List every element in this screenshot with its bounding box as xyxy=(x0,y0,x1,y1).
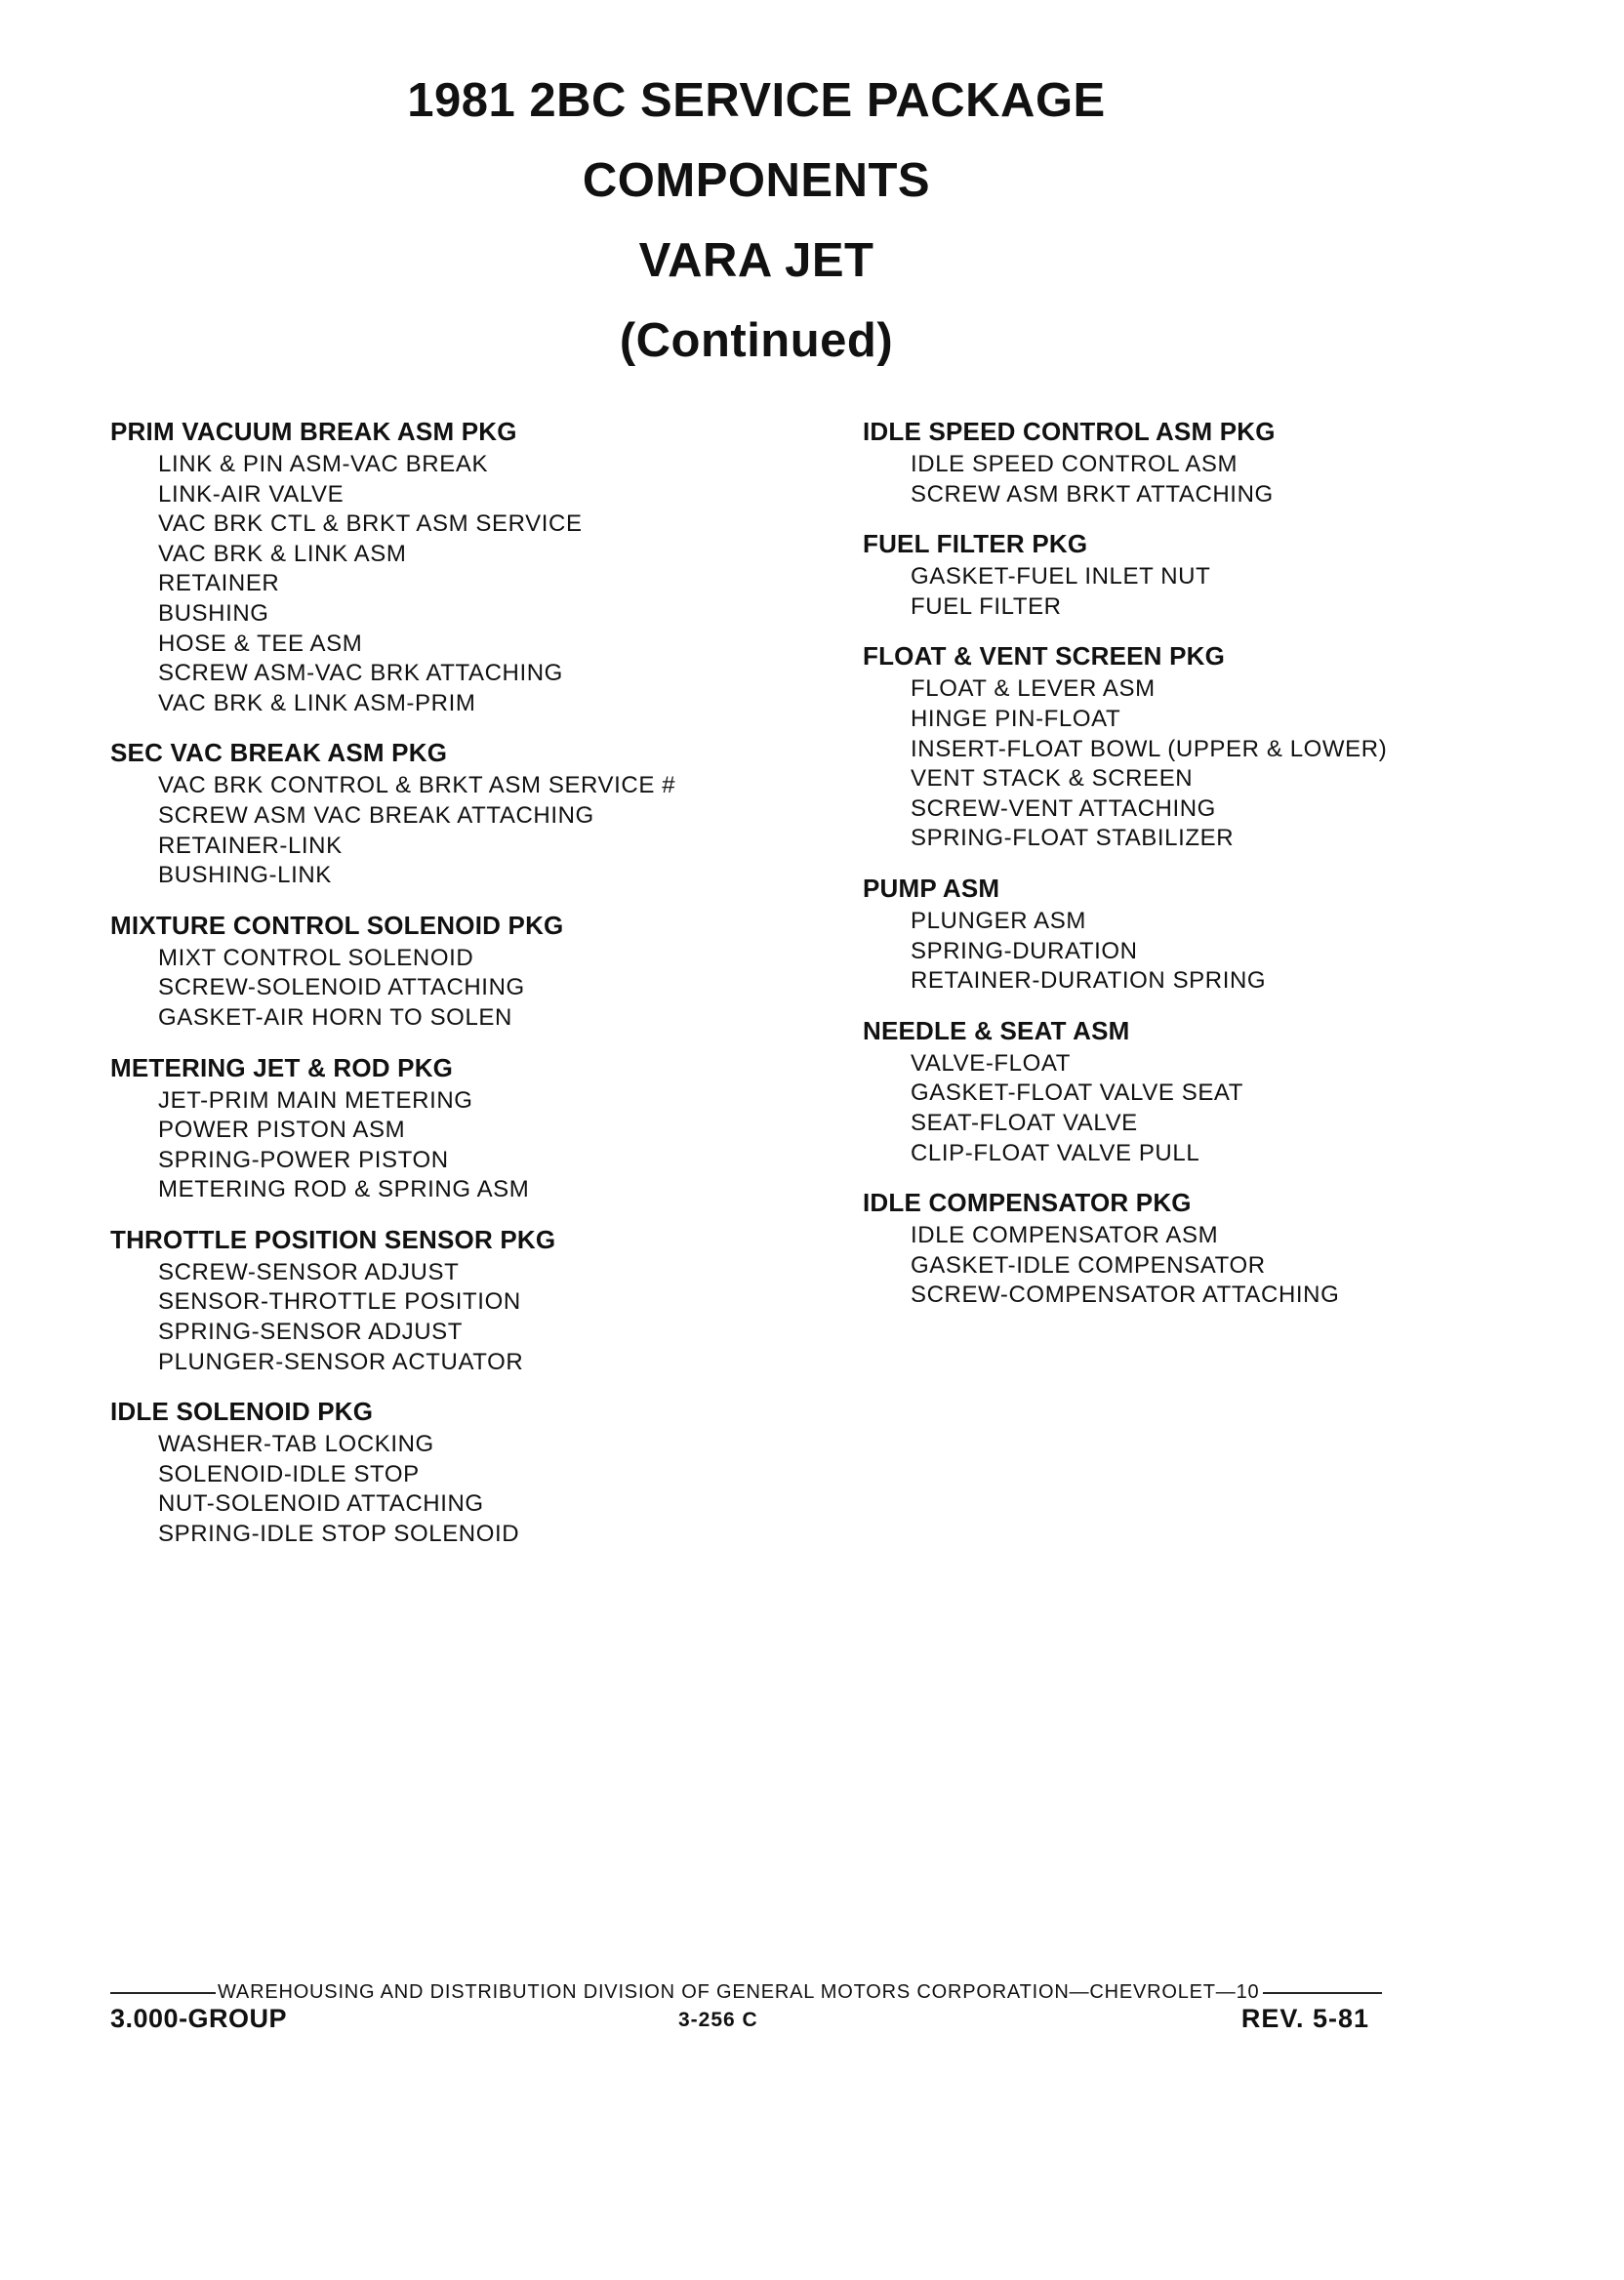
component-item: SCREW-COMPENSATOR ATTACHING xyxy=(911,1282,1340,1309)
component-item: SPRING-IDLE STOP SOLENOID xyxy=(158,1521,520,1548)
section-title: FUEL FILTER PKG xyxy=(863,529,1088,559)
component-item: VAC BRK CONTROL & BRKT ASM SERVICE # xyxy=(158,772,676,799)
component-item: VAC BRK & LINK ASM-PRIM xyxy=(158,689,476,716)
component-list xyxy=(863,907,1546,997)
footer-info-row xyxy=(110,2004,1369,2037)
component-item: LINK-AIR VALVE xyxy=(158,480,345,508)
footer-division-text: WAREHOUSING AND DISTRIBUTION DIVISION OF GENERAL MOTORS CORPORATION—CHEVROLET—10 xyxy=(218,1981,1260,2003)
section-title: SEC VAC BREAK ASM PKG xyxy=(110,738,448,768)
component-item: GASKET-FLOAT VALVE SEAT xyxy=(911,1079,1244,1107)
package-section xyxy=(863,640,1546,854)
component-list xyxy=(863,562,1546,622)
component-item: SCREW-SENSOR ADJUST xyxy=(158,1258,460,1285)
component-item: NUT-SOLENOID ATTACHING xyxy=(158,1490,484,1518)
component-item: RETAINER-DURATION SPRING xyxy=(911,967,1267,995)
component-list xyxy=(110,944,813,1034)
component-list xyxy=(863,1049,1546,1168)
title-line-3: VARA JET xyxy=(638,234,874,287)
component-item: IDLE COMPENSATOR ASM xyxy=(911,1222,1219,1249)
package-section xyxy=(110,910,813,1034)
package-section xyxy=(863,416,1546,509)
component-item: MIXT CONTROL SOLENOID xyxy=(158,944,474,971)
component-item: POWER PISTON ASM xyxy=(158,1117,406,1144)
footer-group: 3.000-GROUP xyxy=(110,2004,288,2033)
component-item: GASKET-IDLE COMPENSATOR xyxy=(911,1251,1266,1279)
package-section xyxy=(110,737,813,890)
component-item: SPRING-POWER PISTON xyxy=(158,1146,449,1173)
footer-rule-left xyxy=(110,1992,216,1994)
component-item: VAC BRK & LINK ASM xyxy=(158,540,407,567)
component-item: BUSHING xyxy=(158,599,269,627)
component-item: SPRING-FLOAT STABILIZER xyxy=(911,825,1235,852)
component-item: BUSHING-LINK xyxy=(158,862,332,889)
section-title: METERING JET & ROD PKG xyxy=(110,1052,454,1082)
section-title: THROTTLE POSITION SENSOR PKG xyxy=(110,1224,556,1254)
component-item: CLIP-FLOAT VALVE PULL xyxy=(911,1139,1200,1166)
component-list xyxy=(110,1258,813,1377)
component-item: HOSE & TEE ASM xyxy=(158,630,363,657)
package-section xyxy=(863,873,1546,997)
right-column xyxy=(863,416,1546,1329)
title-line-1: 1981 2BC SERVICE PACKAGE xyxy=(407,74,1106,127)
component-item: IDLE SPEED CONTROL ASM xyxy=(911,451,1238,477)
footer-rule-right xyxy=(1263,1992,1382,1994)
package-section xyxy=(863,528,1546,622)
component-item: SCREW-SOLENOID ATTACHING xyxy=(158,974,525,1001)
footer-division-line xyxy=(110,1981,1369,2004)
component-item: LINK & PIN ASM-VAC BREAK xyxy=(158,451,489,477)
component-item: SCREW ASM VAC BREAK ATTACHING xyxy=(158,801,594,829)
component-item: PLUNGER ASM xyxy=(911,907,1086,934)
component-list xyxy=(863,1221,1546,1311)
component-item: FLOAT & LEVER ASM xyxy=(911,675,1156,703)
document-title xyxy=(0,61,1513,381)
page-footer xyxy=(110,1981,1369,2037)
left-column xyxy=(110,416,813,1568)
component-item: SEAT-FLOAT VALVE xyxy=(911,1109,1138,1136)
section-title: PUMP ASM xyxy=(863,873,1000,903)
section-title: FLOAT & VENT SCREEN PKG xyxy=(863,641,1226,672)
component-item: SOLENOID-IDLE STOP xyxy=(158,1460,420,1487)
component-item: SCREW-VENT ATTACHING xyxy=(911,794,1216,822)
component-item: SCREW ASM-VAC BRK ATTACHING xyxy=(158,660,563,687)
component-item: PLUNGER-SENSOR ACTUATOR xyxy=(158,1348,524,1375)
section-title: NEEDLE & SEAT ASM xyxy=(863,1015,1130,1045)
section-title: PRIM VACUUM BREAK ASM PKG xyxy=(110,417,517,446)
component-list xyxy=(110,771,813,890)
component-item: SCREW ASM BRKT ATTACHING xyxy=(911,480,1274,508)
component-item: RETAINER-LINK xyxy=(158,832,343,859)
component-item: VALVE-FLOAT xyxy=(911,1049,1071,1077)
component-item: RETAINER xyxy=(158,570,280,597)
footer-page-number: 3-256 C xyxy=(678,2009,758,2031)
component-list xyxy=(110,1430,813,1549)
package-section xyxy=(863,1187,1546,1311)
title-line-2: COMPONENTS xyxy=(582,154,931,207)
title-line-4: (Continued) xyxy=(619,314,894,367)
package-section xyxy=(110,1052,813,1205)
component-list xyxy=(110,450,813,718)
component-item: SPRING-DURATION xyxy=(911,937,1138,964)
package-section xyxy=(110,1396,813,1549)
component-list xyxy=(863,450,1546,509)
component-item: WASHER-TAB LOCKING xyxy=(158,1431,434,1458)
section-title: IDLE SPEED CONTROL ASM PKG xyxy=(863,417,1276,446)
component-item: GASKET-FUEL INLET NUT xyxy=(911,563,1211,590)
footer-revision: REV. 5-81 xyxy=(1240,2004,1369,2033)
section-title: IDLE COMPENSATOR PKG xyxy=(863,1188,1192,1218)
component-list xyxy=(110,1086,813,1205)
component-item: JET-PRIM MAIN METERING xyxy=(158,1086,473,1114)
component-item: HINGE PIN-FLOAT xyxy=(911,705,1121,732)
component-item: METERING ROD & SPRING ASM xyxy=(158,1176,530,1203)
component-item: SENSOR-THROTTLE POSITION xyxy=(158,1288,521,1316)
package-section xyxy=(110,416,813,718)
component-item: GASKET-AIR HORN TO SOLEN xyxy=(158,1003,512,1031)
component-item: INSERT-FLOAT BOWL (UPPER & LOWER) xyxy=(911,735,1388,762)
section-title: MIXTURE CONTROL SOLENOID PKG xyxy=(110,910,564,940)
package-section xyxy=(863,1015,1546,1168)
component-item: VAC BRK CTL & BRKT ASM SERVICE xyxy=(158,510,583,538)
component-item: FUEL FILTER xyxy=(911,592,1062,620)
component-item: SPRING-SENSOR ADJUST xyxy=(158,1319,464,1346)
component-item: VENT STACK & SCREEN xyxy=(911,765,1194,793)
component-list xyxy=(863,674,1546,854)
section-title: IDLE SOLENOID PKG xyxy=(110,1397,374,1427)
package-section xyxy=(110,1224,813,1377)
